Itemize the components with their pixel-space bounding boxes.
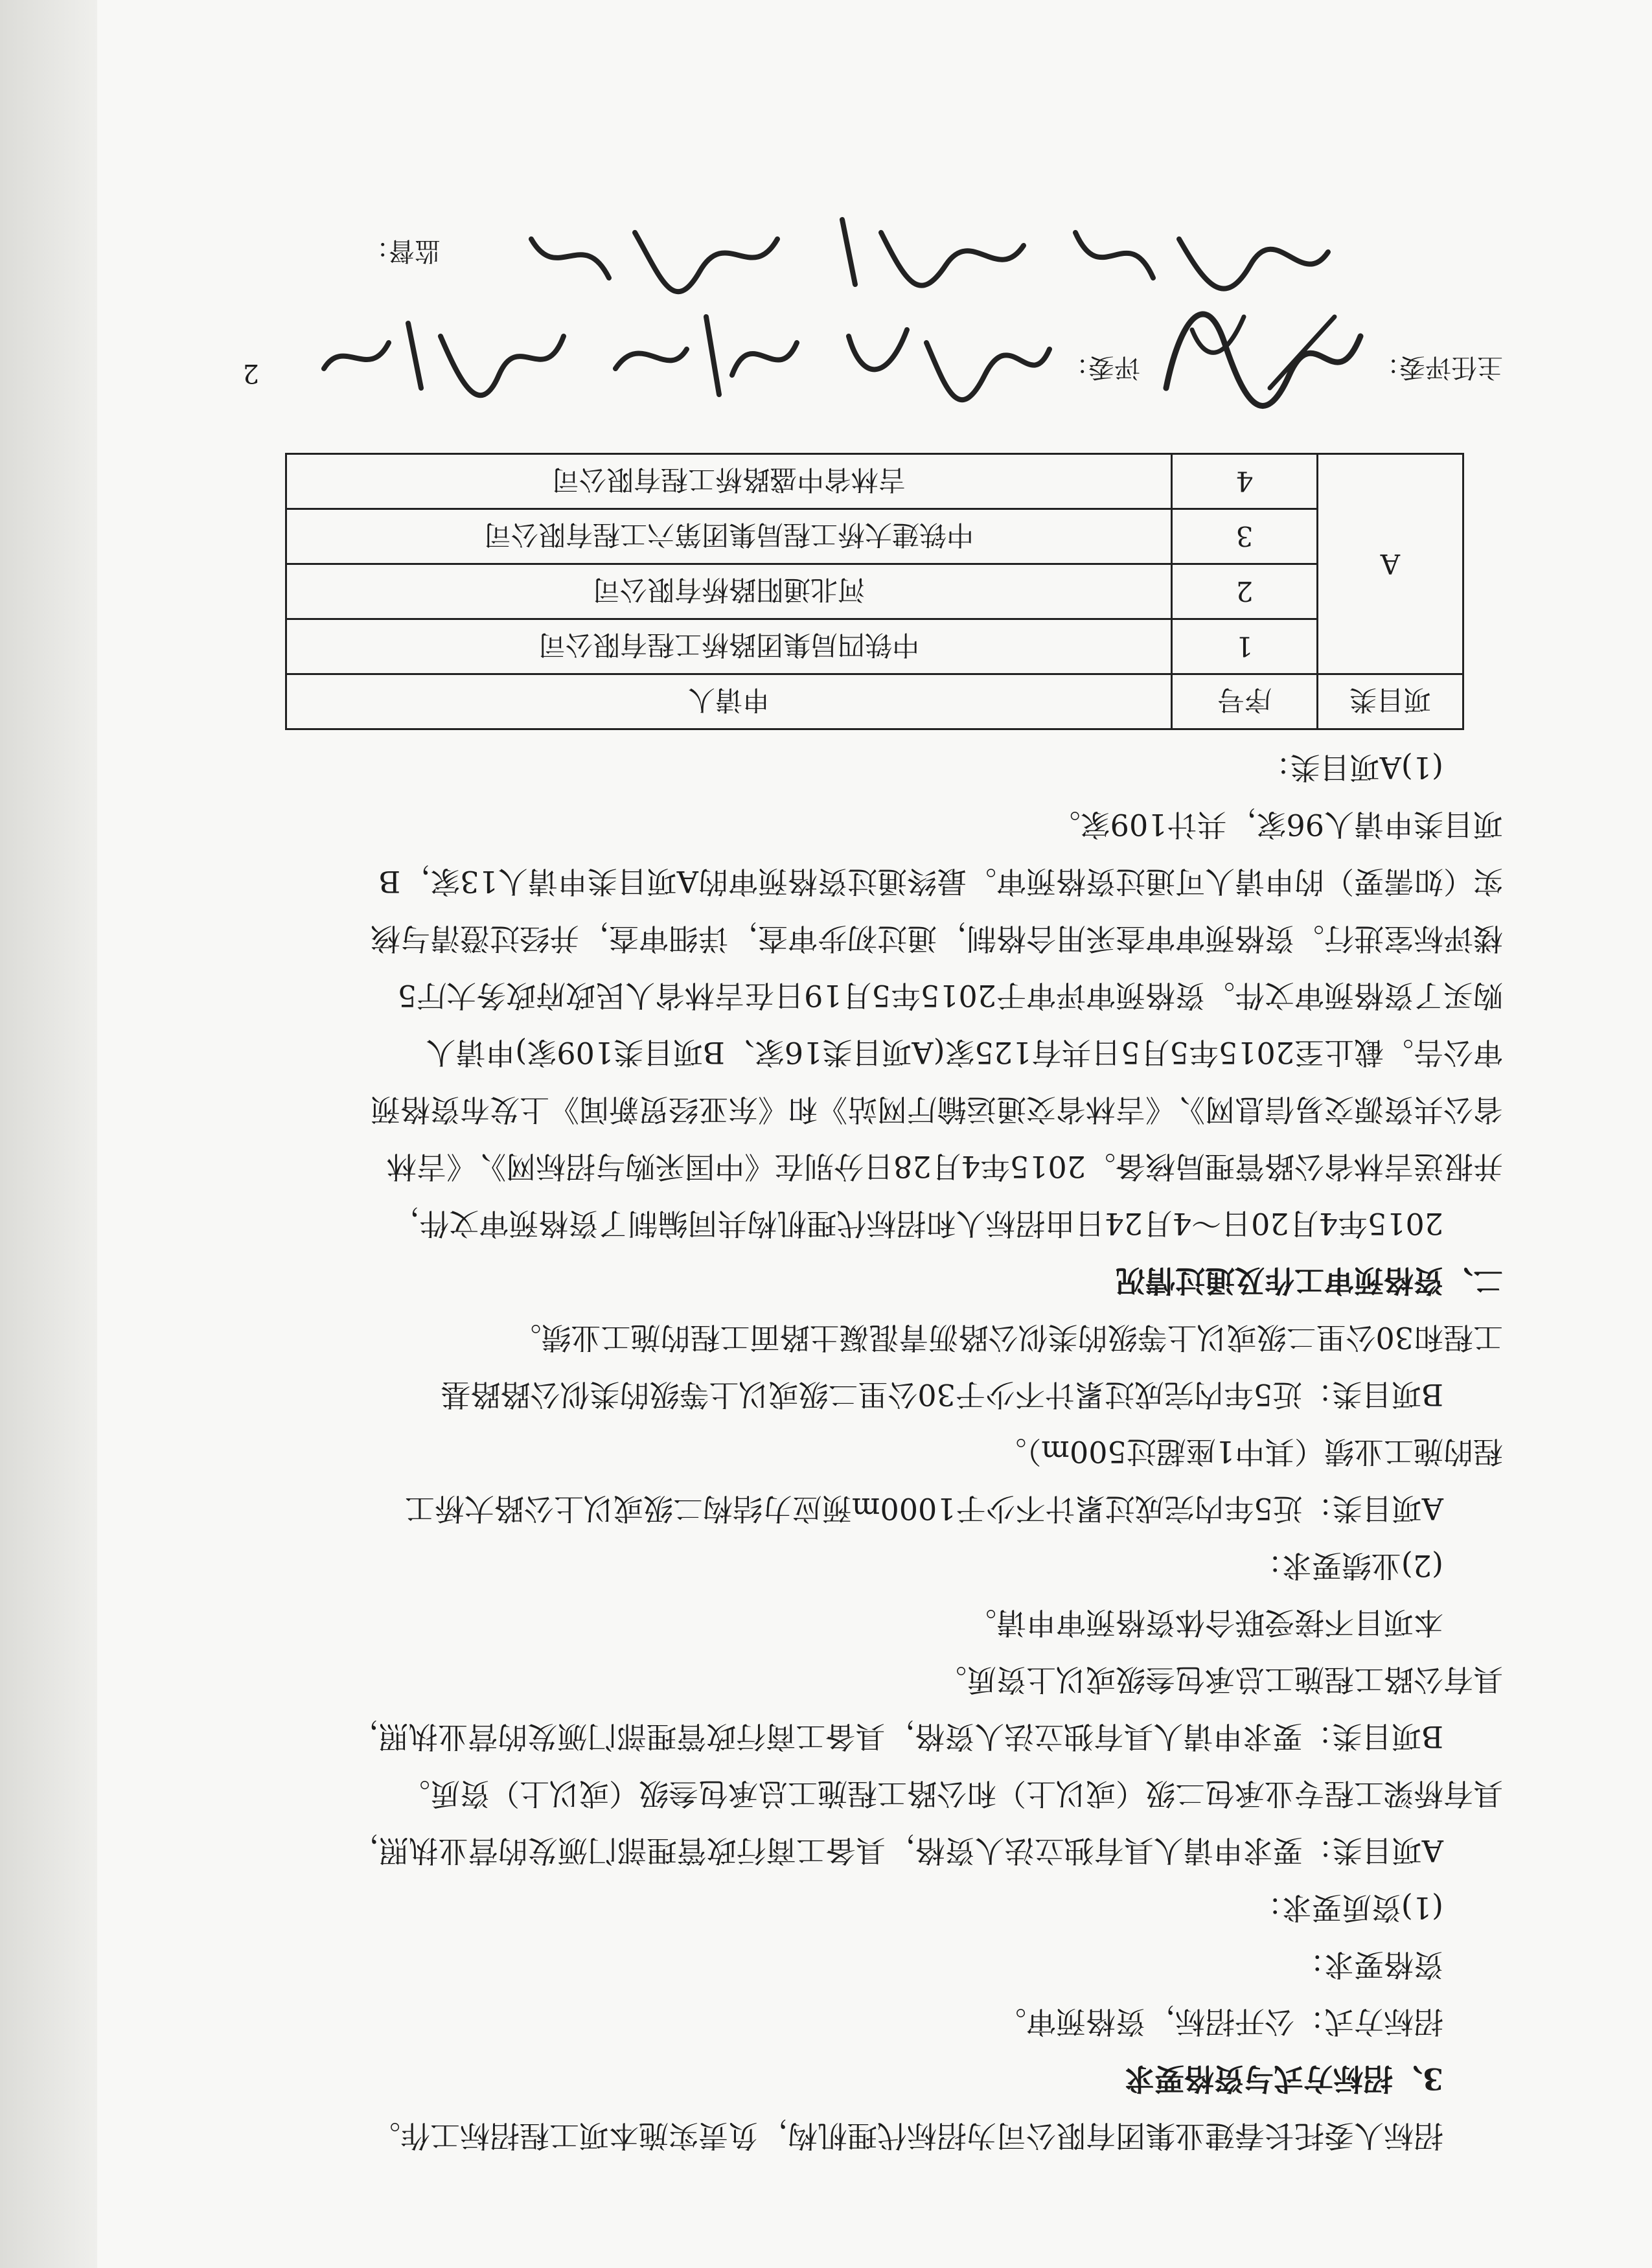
header-applicant: 申请人 — [286, 674, 1172, 729]
index-cell: 3 — [1172, 509, 1318, 564]
applicant-cell: 中铁建大桥工程局集团第六工程有限公司 — [286, 509, 1172, 564]
paragraph: 2015年4月20日～4月24日由招标人和招标代理机构共同编制了资格预审文件， — [389, 1206, 1443, 1241]
supervisor-label: 监督： — [363, 236, 441, 266]
paragraph: 项目类申请人96家，共计109家。 — [1050, 807, 1503, 842]
page-content — [240, 200, 1503, 2164]
reviewer-label: 评委： — [1062, 352, 1140, 382]
paragraph: B项目类：近5年内完成过累计不少于30公里二级或以上等级的类似公路路基 — [441, 1377, 1443, 1412]
paragraph: (1)A项目类： — [1260, 750, 1443, 785]
paragraph: 程的施工业绩（其中1座超过500m）。 — [996, 1434, 1503, 1469]
paragraph: B项目类：要求申请人具有独立法人资格，具备工商行政管理部门颁发的营业执照， — [349, 1719, 1443, 1754]
applicant-table — [285, 453, 1464, 730]
binding-edge — [0, 0, 98, 2268]
applicant-cell: 中铁四局集团路桥工程有限公司 — [286, 619, 1172, 674]
index-cell: 1 — [1172, 619, 1318, 674]
paragraph: 并报送吉林省公路管理局核备。2015年4月28日分别在《中国采购与招标网》、《吉林 — [387, 1149, 1503, 1184]
index-cell: 2 — [1172, 564, 1318, 619]
index-cell: 4 — [1172, 454, 1318, 509]
table-row — [286, 619, 1463, 674]
header-category: 项目类 — [1318, 674, 1463, 729]
table-row — [286, 454, 1463, 509]
paragraph: 购买了资格预审文件。资格预审评审于2015年5月19日在吉林省人民政府政务大厅5 — [397, 978, 1503, 1013]
paragraph: (1)资质要求： — [1252, 1890, 1443, 1925]
page-number: 2 — [242, 358, 259, 388]
section-heading: 3、招标方式与资格要求 — [1124, 2061, 1443, 2096]
document-page — [97, 0, 1652, 2268]
paragraph: 省公共资源交易信息网》、《吉林省交通运输厅网站》和《东亚经贸新闻》上发布资格预 — [371, 1092, 1503, 1127]
paragraph: 招标人委托长春建业集团有限公司为招标代理机构，负责实施本项工程招标工作。 — [371, 2118, 1443, 2153]
header-index: 序号 — [1172, 674, 1318, 729]
table-row — [286, 564, 1463, 619]
paragraph: 招标方式：公开招标，资格预审。 — [996, 2004, 1443, 2039]
supervisor-signatures — [492, 207, 1335, 304]
paragraph: 实（如需要）的申请人可通过资格预审。最终通过资格预审的A项目类申请人13家，B — [378, 864, 1503, 899]
table-header-row — [286, 674, 1463, 729]
table-row — [286, 509, 1463, 564]
applicant-cell: 吉林省中盛路桥工程有限公司 — [286, 454, 1172, 509]
chief-signature — [1153, 304, 1373, 414]
paragraph: 审公告。截止至2015年5月5日共有125家(A项目类16家、B项目类109家)申请人 — [426, 1035, 1503, 1070]
paragraph: 工程和30公里二级或以上等级的类似公路沥青混凝土路面工程的施工业绩。 — [511, 1320, 1503, 1355]
paragraph: 具有公路工程施工总承包叁级或以上资质。 — [937, 1662, 1503, 1697]
reviewer-signatures — [311, 310, 1056, 407]
category-cell: A — [1318, 454, 1463, 674]
signature-area — [240, 200, 1503, 414]
paragraph: 楼评标室进行。资格预审审查采用合格制，通过初步审查，详细审查，并经过澄清与核 — [371, 921, 1503, 956]
paragraph: A项目类：近5年内完成过累计不少于1000m预应力结构二级或以上公路大桥工 — [404, 1491, 1443, 1526]
section-heading: 二、资格预审工作及通过情况 — [1116, 1263, 1503, 1298]
paragraph: 具有桥梁工程专业承包二级（或以上）和公路工程施工总承包叁级（或以上）资质。 — [400, 1776, 1503, 1811]
paragraph: A项目类：要求申请人具有独立法人资格，具备工商行政管理部门颁发的营业执照， — [349, 1833, 1443, 1868]
applicant-cell: 河北通阳路桥有限公司 — [286, 564, 1172, 619]
paragraph: 资格要求： — [1294, 1947, 1443, 1982]
paragraph: 本项目不接受联合体资格预审申请。 — [967, 1605, 1443, 1640]
paragraph: (2)业绩要求： — [1252, 1548, 1443, 1583]
chief-reviewer-label: 主任评委： — [1373, 352, 1503, 382]
